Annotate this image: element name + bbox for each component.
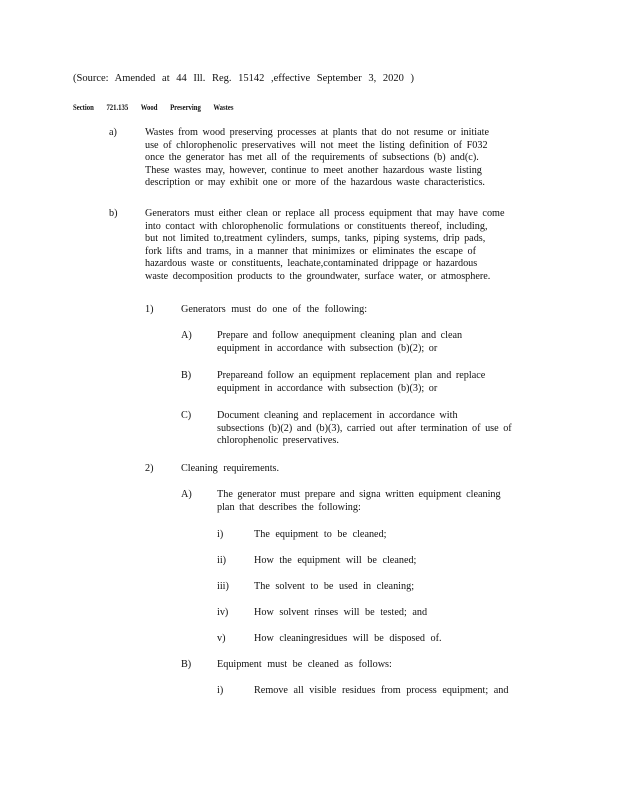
item-1b-text (217, 370, 485, 395)
item-2a-v-text: How cleaningresidues will be disposed of. (254, 633, 442, 644)
item-1-label: 1) (145, 304, 154, 315)
item-1c-line: subsections (b)(2) and (b)(3), carried out after termination of use of (217, 422, 512, 434)
para-a-line: Wastes from wood preserving processes at plants that do not resume or initiate (145, 127, 490, 138)
source-note: (Source: Amended at 44 Ill. Reg. 15142 ,effective September 3, 2020 ) (73, 73, 414, 84)
para-a-text (145, 127, 520, 190)
item-1c-text (217, 410, 512, 448)
item-2b-text: Equipment must be cleaned as follows: (217, 659, 392, 670)
item-1a-line: equipment in accordance with subsection (b)(2); or (217, 342, 438, 354)
para-a-line: use of chlorophenolic preservatives will not meet the listing definition of F032 (145, 139, 488, 151)
item-2a-line: plan that describes the following: (217, 501, 361, 513)
para-b-line: into contact with chlorophenolic formulations or constituents thereof, including, (145, 220, 488, 232)
item-2a-i-label: i) (217, 529, 224, 540)
item-2-label: 2) (145, 463, 154, 474)
para-a-label: a) (109, 127, 117, 138)
item-1b-label: B) (181, 370, 192, 381)
item-2b-i-text: Remove all visible residues from process equipment; and (254, 685, 509, 696)
para-a-line: once the generator has met all of the requirements of subsections (b) and(c). (145, 152, 479, 163)
item-2a-iv-text: How solvent rinses will be tested; and (254, 607, 428, 618)
item-1a-text (217, 330, 462, 355)
item-1b-line: equipment in accordance with subsection (b)(3); or (217, 382, 438, 394)
item-2a-iii-text: The solvent to be used in cleaning; (254, 581, 415, 592)
para-a-line: These wastes may, however, continue to meet another hazardous waste listing (145, 164, 482, 176)
para-b-text (145, 208, 537, 283)
item-1b-line: Prepareand follow an equipment replacement plan and replace (217, 370, 486, 381)
item-2a-line: The generator must prepare and signa written equipment cleaning (217, 489, 501, 500)
item-1a-label: A) (181, 330, 192, 341)
item-2a-text (217, 489, 501, 514)
item-2a-iii-label: iii) (217, 581, 229, 592)
para-b-label: b) (109, 208, 118, 219)
para-b-line: but not limited to,treatment cylinders, sumps, tanks, piping systems, drip pads, (145, 233, 486, 244)
item-2a-label: A) (181, 489, 192, 500)
section-heading: Section 721.135 Wood Preserving Wastes (73, 102, 234, 112)
item-2b-label: B) (181, 659, 192, 670)
para-b-line: fork lifts and trams, in a manner that minimizes or eliminates the escape of (145, 245, 476, 257)
item-1a-line: Prepare and follow anequipment cleaning plan and clean (217, 330, 463, 341)
item-1c-line: Document cleaning and replacement in accordance with (217, 410, 458, 421)
item-1-text: Generators must do one of the following: (181, 304, 368, 315)
para-b-line: hazardous waste or constituents, leachate,contaminated drippage or hazardous (145, 258, 478, 269)
item-2a-i-text: The equipment to be cleaned; (254, 529, 387, 540)
para-a-line: description or may exhibit one or more of the hazardous waste characteristics. (145, 177, 485, 188)
item-2-text: Cleaning requirements. (181, 463, 280, 474)
para-b-line: Generators must either clean or replace all process equipment that may have come (145, 208, 505, 219)
item-2a-ii-label: ii) (217, 555, 227, 566)
item-1c-line: chlorophenolic preservatives. (217, 435, 339, 446)
item-2a-ii-text: How the equipment will be cleaned; (254, 555, 417, 566)
item-2a-iv-label: iv) (217, 607, 229, 618)
item-2a-v-label: v) (217, 633, 226, 644)
para-b-line: waste decomposition products to the groundwater, surface water, or atmosphere. (145, 270, 491, 282)
item-2b-i-label: i) (217, 685, 224, 696)
item-1c-label: C) (181, 410, 192, 421)
